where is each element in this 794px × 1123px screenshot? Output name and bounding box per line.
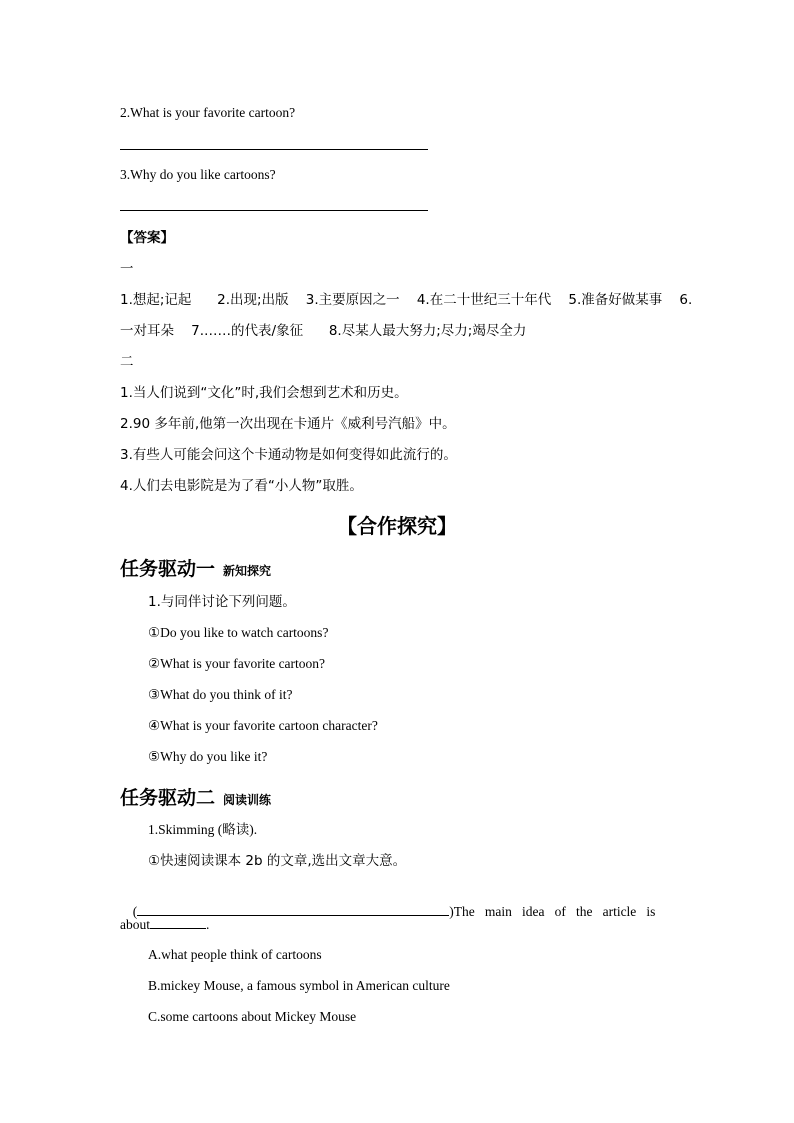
bracket-open: ( (132, 904, 138, 919)
task1-instruction: 1.与同伴讨论下列问题。 (148, 594, 296, 610)
answers-part2-item: 1.当人们说到“文化”时,我们会想到艺术和历史。 (120, 385, 408, 401)
task1-subtitle: 新知探究 (223, 564, 272, 578)
option-a: A.what people think of cartoons (148, 947, 322, 962)
about-label: about (120, 917, 150, 932)
task1-question: ③What do you think of it? (148, 687, 293, 702)
main-idea-prompt: )The main idea of the article is (449, 904, 656, 919)
task1-heading (120, 554, 271, 581)
answers-part2-item: 3.有些人可能会问这个卡通动物是如何变得如此流行的。 (120, 447, 457, 463)
survey-q2: 2.What is your favorite cartoon? (120, 105, 296, 120)
task2-heading (120, 783, 271, 810)
task2-title: 任务驱动二 (120, 787, 216, 809)
answers-heading: 【答案】 (120, 230, 174, 246)
task2-step1: ①快速阅读课本 2b 的文章,选出文章大意。 (148, 853, 407, 869)
answers-part2-marker: 二 (120, 354, 134, 370)
answers-part2-item: 4.人们去电影院是为了看“小人物”取胜。 (120, 478, 363, 494)
answers-part2-item: 2.90 多年前,他第一次出现在卡通片《威利号汽船》中。 (120, 416, 456, 432)
about-end: . (206, 917, 210, 932)
task2-instruction: 1.Skimming (略读). (148, 822, 258, 837)
task1-question: ①Do you like to watch cartoons? (148, 625, 329, 640)
section-title: 【合作探究】 (337, 514, 457, 538)
option-b: B.mickey Mouse, a famous symbol in American culture (148, 978, 450, 993)
answer-line (120, 210, 428, 211)
answers-part1-marker: 一 (120, 261, 134, 277)
survey-q3: 3.Why do you like cartoons? (120, 167, 276, 182)
task2-subtitle: 阅读训练 (223, 793, 272, 807)
about-line (120, 914, 209, 934)
answers-part1-line1: 1.想起;记起 2.出现;出版 3.主要原因之一 4.在二十世纪三十年代 5.准备好做某事 6. (120, 292, 693, 308)
task1-question: ②What is your favorite cartoon? (148, 656, 326, 671)
about-blank[interactable] (150, 914, 206, 929)
task1-question: ⑤Why do you like it? (148, 749, 268, 764)
option-c: C.some cartoons about Mickey Mouse (148, 1009, 357, 1024)
answers-part1-line2: 一对耳朵 7.……的代表/象征 8.尽某人最大努力;尽力;竭尽全力 (120, 323, 527, 339)
answer-line (120, 149, 428, 150)
task1-title: 任务驱动一 (120, 558, 216, 580)
task1-question: ④What is your favorite cartoon character? (148, 718, 378, 733)
